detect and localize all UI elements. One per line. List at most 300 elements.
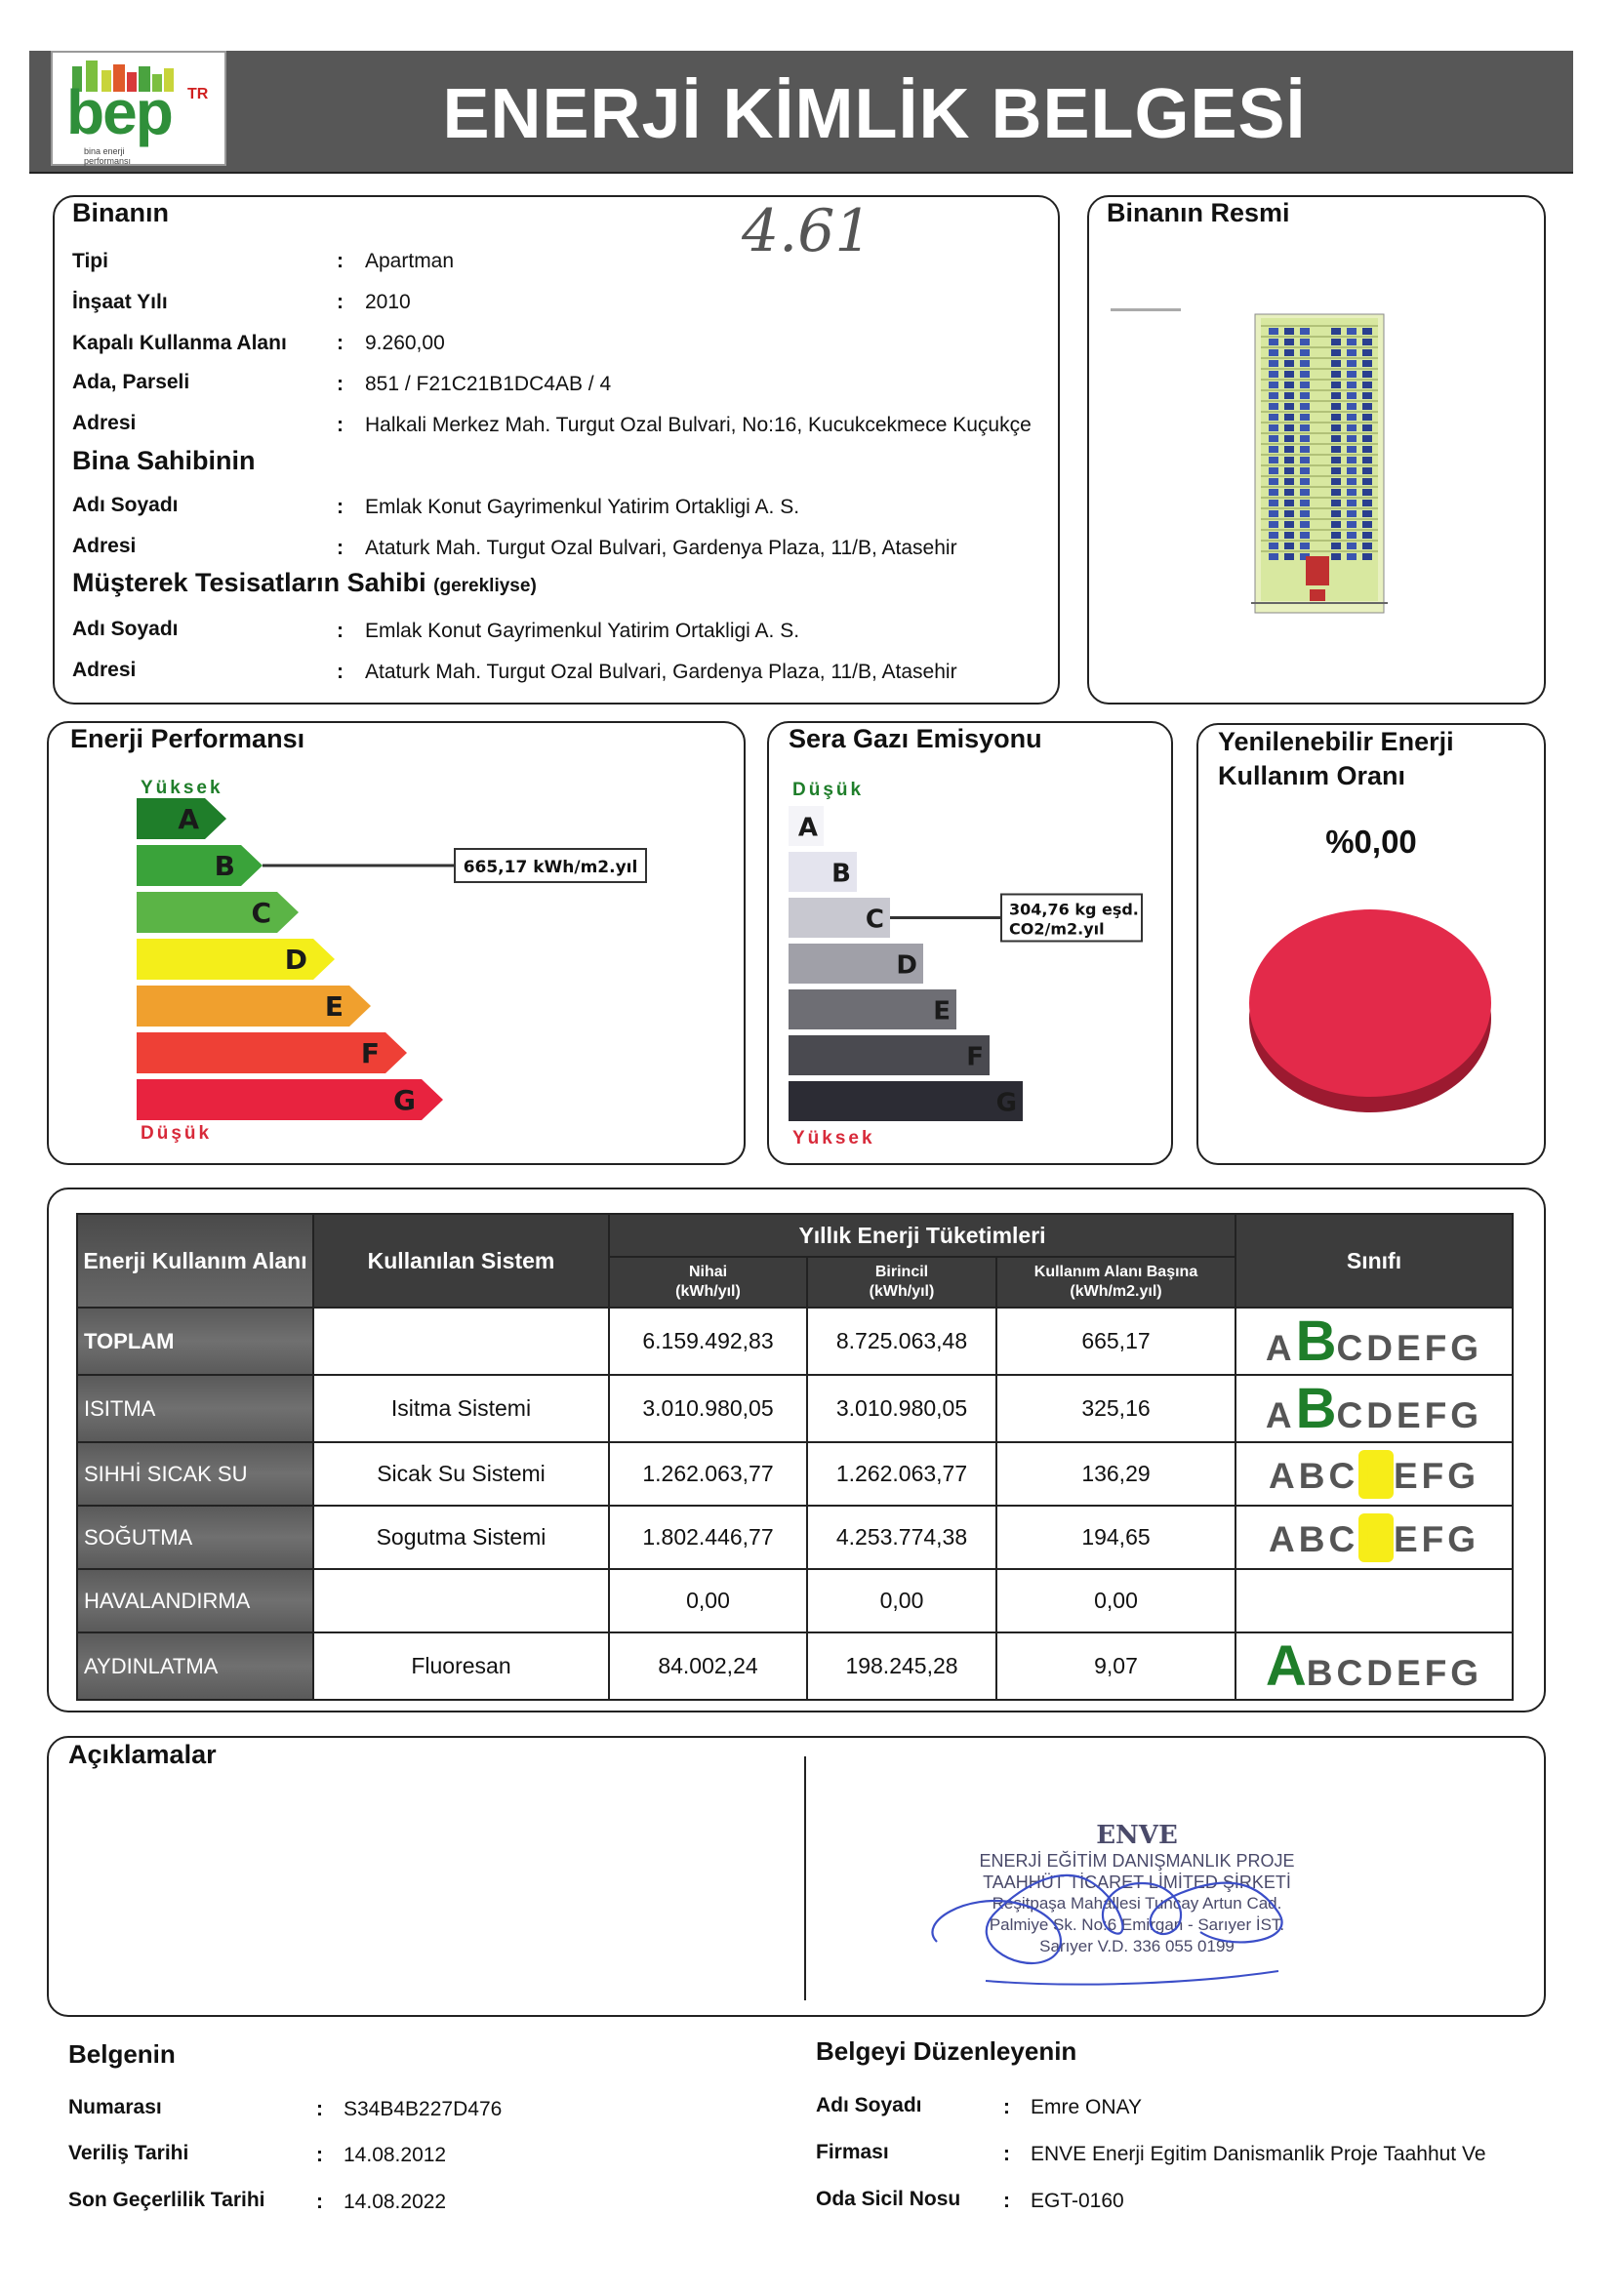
colon: : xyxy=(337,414,344,436)
signature-icon xyxy=(908,1825,1317,2000)
window-icon xyxy=(1284,328,1294,335)
cell-per-area: 0,00 xyxy=(996,1569,1235,1632)
window-icon xyxy=(1300,371,1310,378)
cell-primary: 8.725.063,48 xyxy=(807,1308,996,1375)
cell-primary: 0,00 xyxy=(807,1569,996,1632)
window-icon xyxy=(1347,510,1357,517)
window-icon xyxy=(1347,467,1357,474)
emission-class-bar-g xyxy=(789,1081,1023,1121)
window-icon xyxy=(1331,500,1341,506)
window-icon xyxy=(1300,478,1310,485)
colon: : xyxy=(337,537,344,559)
header-annual: Yıllık Enerji Tüketimleri xyxy=(609,1214,1235,1257)
header-primary: Birincil (kWh/yıl) xyxy=(807,1257,996,1308)
window-icon xyxy=(1284,382,1294,388)
stamp-name: ENVE xyxy=(1096,1821,1178,1850)
owner-address-value: Ataturk Mah. Turgut Ozal Bulvari, Gardenya Plaza, 11/B, Atasehir xyxy=(365,537,957,559)
window-icon xyxy=(1362,467,1372,474)
class-letter-e: E xyxy=(1397,1653,1425,1693)
emission-class-scale xyxy=(789,806,1163,1128)
window-icon xyxy=(1300,467,1310,474)
window-icon xyxy=(1269,349,1278,356)
emission-class-letter: E xyxy=(933,996,951,1027)
energy-class-letter: F xyxy=(360,1037,380,1069)
window-icon xyxy=(1300,349,1310,356)
class-rating-strip xyxy=(1236,1513,1512,1562)
stamp-line4: Palmiye Sk. No:6 Emirgan - Sarıyer İST. xyxy=(989,1915,1285,1934)
window-icon xyxy=(1347,553,1357,560)
cell-final: 84.002,24 xyxy=(609,1632,807,1700)
window-icon xyxy=(1284,521,1294,528)
colon: : xyxy=(337,250,344,272)
window-icon xyxy=(1300,521,1310,528)
shared-address-label: Adresi xyxy=(72,659,137,681)
cell-system: Fluoresan xyxy=(313,1632,609,1700)
window-icon xyxy=(1347,403,1357,410)
renewable-value: %0,00 xyxy=(1325,824,1417,860)
class-letter-c: C xyxy=(1336,1328,1367,1368)
renewable-title-line2: Kullanım Oranı xyxy=(1218,761,1406,790)
class-letter-f: F xyxy=(1421,1518,1448,1559)
window-icon xyxy=(1269,532,1278,539)
owner-name-label: Adı Soyadı xyxy=(72,494,179,516)
window-icon xyxy=(1331,360,1341,367)
window-icon xyxy=(1331,532,1341,539)
window-icon xyxy=(1347,382,1357,388)
window-icon xyxy=(1331,457,1341,463)
window-icon xyxy=(1347,500,1357,506)
window-icon xyxy=(1284,510,1294,517)
window-icon xyxy=(1269,328,1278,335)
window-icon xyxy=(1347,457,1357,463)
cell-per-area: 325,16 xyxy=(996,1375,1235,1442)
issue-date-label: Veriliş Tarihi xyxy=(68,2142,189,2164)
parcel-label: Ada, Parseli xyxy=(72,371,190,393)
window-icon xyxy=(1284,543,1294,549)
class-rating-strip xyxy=(1236,1633,1512,1699)
class-letter-a: A xyxy=(1265,1328,1296,1368)
window-icon xyxy=(1269,392,1278,399)
window-icon xyxy=(1347,446,1357,453)
window-icon xyxy=(1362,457,1372,463)
window-icon xyxy=(1300,500,1310,506)
emissions-top-label: Düşük xyxy=(792,780,865,800)
window-icon xyxy=(1300,339,1310,345)
class-letter-c: C xyxy=(1328,1455,1359,1496)
cell-class xyxy=(1235,1632,1513,1700)
class-letter-d: D xyxy=(1366,1328,1397,1368)
window-icon xyxy=(1362,328,1372,335)
class-letter-a: A xyxy=(1268,1518,1299,1559)
window-icon xyxy=(1300,382,1310,388)
cell-system: Sicak Su Sistemi xyxy=(313,1442,609,1506)
window-icon xyxy=(1331,382,1341,388)
window-icon xyxy=(1269,339,1278,345)
window-icon xyxy=(1284,457,1294,463)
window-icon xyxy=(1362,339,1372,345)
certificate-title: Belgenin xyxy=(68,2039,176,2069)
window-icon xyxy=(1362,435,1372,442)
window-icon xyxy=(1284,392,1294,399)
header-system: Kullanılan Sistem xyxy=(313,1214,609,1308)
class-letter-e: E xyxy=(1393,1518,1422,1559)
building-section-title: Binanın xyxy=(72,198,169,227)
window-icon xyxy=(1331,349,1341,356)
class-letter-c: C xyxy=(1328,1518,1359,1559)
picture-caption xyxy=(1111,308,1181,311)
window-icon xyxy=(1300,510,1310,517)
header-banner xyxy=(29,51,1573,172)
window-icon xyxy=(1284,435,1294,442)
colon: : xyxy=(1003,2190,1010,2212)
window-icon xyxy=(1284,478,1294,485)
window-icon xyxy=(1300,328,1310,335)
window-icon xyxy=(1362,424,1372,431)
cell-per-area: 9,07 xyxy=(996,1632,1235,1700)
parcel-value: 851 / F21C21B1DC4AB / 4 xyxy=(365,373,612,395)
pie-slice xyxy=(1249,909,1491,1097)
energy-class-letter: E xyxy=(324,990,344,1023)
window-icon xyxy=(1362,392,1372,399)
window-icon xyxy=(1300,446,1310,453)
class-letter-b: B xyxy=(1295,1309,1337,1373)
class-letter-c: C xyxy=(1336,1653,1367,1693)
emission-class-letter: D xyxy=(896,950,917,981)
issuer-name-value: Emre ONAY xyxy=(1031,2096,1142,2118)
window-icon xyxy=(1331,489,1341,496)
class-letter-a: A xyxy=(1265,1395,1296,1435)
window-icon xyxy=(1284,532,1294,539)
logo-text: bep xyxy=(66,77,172,147)
address-value: Halkali Merkez Mah. Turgut Ozal Bulvari, No:16, Kucukcekmece Kuçukçe xyxy=(365,414,1032,436)
cell-final: 6.159.492,83 xyxy=(609,1308,807,1375)
window-icon xyxy=(1331,510,1341,517)
window-icon xyxy=(1331,478,1341,485)
issue-date-value: 14.08.2012 xyxy=(344,2144,447,2166)
window-icon xyxy=(1269,553,1278,560)
energy-class-letter: B xyxy=(214,850,235,882)
colon: : xyxy=(337,496,344,518)
class-letter-a: A xyxy=(1268,1455,1299,1496)
table-row xyxy=(77,1375,1513,1442)
window-icon xyxy=(1300,392,1310,399)
window-icon xyxy=(1331,521,1341,528)
header-final: Nihai (kWh/yıl) xyxy=(609,1257,807,1308)
colon: : xyxy=(316,2144,323,2166)
colon: : xyxy=(316,2098,323,2120)
issuer-registry-label: Oda Sicil Nosu xyxy=(816,2188,961,2210)
window-icon xyxy=(1300,532,1310,539)
energy-class-bar-b xyxy=(137,845,263,886)
window-icon xyxy=(1269,489,1278,496)
cell-area: TOPLAM xyxy=(77,1308,313,1375)
window-icon xyxy=(1331,371,1341,378)
window-icon xyxy=(1362,414,1372,421)
window-icon xyxy=(1331,435,1341,442)
window-icon xyxy=(1284,446,1294,453)
window-icon xyxy=(1284,371,1294,378)
table-row xyxy=(77,1632,1513,1700)
table-row xyxy=(77,1308,1513,1375)
colon: : xyxy=(1003,2143,1010,2165)
window-icon xyxy=(1331,424,1341,431)
window-icon xyxy=(1331,446,1341,453)
window-icon xyxy=(1331,553,1341,560)
window-icon xyxy=(1347,371,1357,378)
emission-class-bar-e xyxy=(789,989,956,1029)
expiry-date-label: Son Geçerlilik Tarihi xyxy=(68,2189,265,2211)
type-label: Tipi xyxy=(72,250,108,272)
window-icon xyxy=(1331,339,1341,345)
class-letter-d: D xyxy=(1358,1512,1394,1561)
shared-owner-note: (gerekliyse) xyxy=(433,576,537,596)
window-icon xyxy=(1300,543,1310,549)
cell-system xyxy=(313,1569,609,1632)
renewable-title xyxy=(1218,725,1454,793)
energy-class-letter: A xyxy=(178,803,199,835)
cell-final: 1.802.446,77 xyxy=(609,1506,807,1569)
window-icon xyxy=(1284,349,1294,356)
class-letter-g: G xyxy=(1450,1653,1483,1693)
cell-area: ISITMA xyxy=(77,1375,313,1442)
window-icon xyxy=(1347,360,1357,367)
window-icon xyxy=(1362,543,1372,549)
window-icon xyxy=(1362,403,1372,410)
window-icon xyxy=(1269,521,1278,528)
class-letter-c: C xyxy=(1336,1395,1367,1435)
cell-class xyxy=(1235,1308,1513,1375)
window-icon xyxy=(1269,403,1278,410)
class-letter-e: E xyxy=(1397,1395,1425,1435)
window-icon xyxy=(1347,521,1357,528)
energy-class-letter: C xyxy=(251,897,271,929)
window-icon xyxy=(1300,457,1310,463)
emission-class-bar-f xyxy=(789,1035,990,1075)
window-icon xyxy=(1362,349,1372,356)
window-icon xyxy=(1331,403,1341,410)
class-letter-g: G xyxy=(1450,1395,1483,1435)
energy-class-bar-c xyxy=(137,892,299,933)
issuer-company-label: Firması xyxy=(816,2141,889,2163)
emission-class-letter: G xyxy=(995,1088,1017,1118)
renewable-title-line1: Yenilenebilir Enerji xyxy=(1218,727,1454,756)
stamp-line2: TAAHHÜT TİCARET LİMİTED ŞİRKETİ xyxy=(983,1873,1291,1892)
window-icon xyxy=(1331,328,1341,335)
issuer-registry-value: EGT-0160 xyxy=(1031,2190,1124,2212)
certificate-number-value: S34B4B227D476 xyxy=(344,2098,503,2120)
window-icon xyxy=(1269,360,1278,367)
stamp-line3: Reşitpaşa Mahallesi Tuncay Artun Cad. xyxy=(992,1894,1282,1913)
building-elevation-drawing xyxy=(1251,312,1388,615)
window-icon xyxy=(1284,339,1294,345)
closed-area-label: Kapalı Kullanma Alanı xyxy=(72,332,287,354)
window-icon xyxy=(1300,360,1310,367)
window-icon xyxy=(1269,500,1278,506)
class-letter-f: F xyxy=(1424,1328,1451,1368)
cell-primary: 4.253.774,38 xyxy=(807,1506,996,1569)
window-icon xyxy=(1284,489,1294,496)
window-icon xyxy=(1347,328,1357,335)
window-icon xyxy=(1347,435,1357,442)
window-icon xyxy=(1347,414,1357,421)
construction-year-value: 2010 xyxy=(365,291,411,313)
type-value: Apartman xyxy=(365,250,455,272)
emission-class-letter: B xyxy=(831,859,851,889)
window-icon xyxy=(1362,521,1372,528)
window-icon xyxy=(1300,435,1310,442)
window-icon xyxy=(1362,371,1372,378)
window-icon xyxy=(1269,510,1278,517)
address-label: Adresi xyxy=(72,412,137,434)
window-icon xyxy=(1269,446,1278,453)
class-rating-strip xyxy=(1236,1376,1512,1441)
header-rule xyxy=(29,172,1573,174)
class-letter-b: B xyxy=(1306,1653,1337,1693)
class-letter-a: A xyxy=(1265,1634,1307,1698)
window-icon xyxy=(1362,478,1372,485)
emissions-bottom-label: Yüksek xyxy=(792,1128,875,1148)
window-icon xyxy=(1331,392,1341,399)
cell-area: SOĞUTMA xyxy=(77,1506,313,1569)
cell-per-area: 665,17 xyxy=(996,1308,1235,1375)
energy-class-scale xyxy=(137,798,664,1130)
window-icon xyxy=(1284,414,1294,421)
window-icon xyxy=(1269,467,1278,474)
handwritten-note: 4.61 xyxy=(742,197,872,265)
window-icon xyxy=(1347,489,1357,496)
window-icon xyxy=(1362,382,1372,388)
energy-bottom-label: Düşük xyxy=(141,1123,213,1144)
owner-name-value: Emlak Konut Gayrimenkul Yatirim Ortakligi A. S. xyxy=(365,496,800,518)
class-letter-g: G xyxy=(1450,1328,1483,1368)
document-title: ENERJİ KİMLİK BELGESİ xyxy=(442,75,1307,153)
window-icon xyxy=(1269,414,1278,421)
energy-top-label: Yüksek xyxy=(141,778,223,798)
renewable-pie-chart xyxy=(1243,898,1497,1122)
window-icon xyxy=(1269,543,1278,549)
window-icon xyxy=(1269,382,1278,388)
window-icon xyxy=(1347,478,1357,485)
cell-system: Sogutma Sistemi xyxy=(313,1506,609,1569)
colon: : xyxy=(337,661,344,683)
colon: : xyxy=(337,373,344,395)
header-class: Sınıfı xyxy=(1235,1214,1513,1308)
emission-value-line1: 304,76 kg eşd. xyxy=(1009,900,1139,919)
colon: : xyxy=(1003,2096,1010,2118)
window-icon xyxy=(1347,424,1357,431)
window-icon xyxy=(1331,414,1341,421)
emission-class-letter: C xyxy=(865,905,884,935)
emissions-title: Sera Gazı Emisyonu xyxy=(789,724,1042,753)
window-icon xyxy=(1347,349,1357,356)
cell-area: AYDINLATMA xyxy=(77,1632,313,1700)
shared-name-value: Emlak Konut Gayrimenkul Yatirim Ortakligi A. S. xyxy=(365,620,800,642)
cell-area: HAVALANDIRMA xyxy=(77,1569,313,1632)
emission-class-letter: F xyxy=(966,1042,984,1072)
colon: : xyxy=(337,291,344,313)
class-rating-strip xyxy=(1236,1309,1512,1374)
cell-per-area: 194,65 xyxy=(996,1506,1235,1569)
class-letter-f: F xyxy=(1424,1395,1451,1435)
table-row xyxy=(77,1506,1513,1569)
emission-value-line2: CO2/m2.yıl xyxy=(1009,919,1105,939)
cell-final: 0,00 xyxy=(609,1569,807,1632)
cell-area: SIHHİ SICAK SU xyxy=(77,1442,313,1506)
class-letter-b: B xyxy=(1295,1377,1337,1440)
owner-section-title: Bina Sahibinin xyxy=(72,446,256,475)
window-icon xyxy=(1347,532,1357,539)
closed-area-value: 9.260,00 xyxy=(365,332,445,354)
class-letter-f: F xyxy=(1421,1455,1448,1496)
colon: : xyxy=(316,2191,323,2213)
shared-owner-title: Müşterek Tesisatların Sahibi (gerekliyse) xyxy=(72,568,537,597)
window-icon xyxy=(1284,500,1294,506)
window-icon xyxy=(1347,392,1357,399)
stamp-line1: ENERJİ EĞİTİM DANIŞMANLIK PROJE xyxy=(979,1851,1295,1871)
window-icon xyxy=(1284,403,1294,410)
energy-class-letter: G xyxy=(393,1084,416,1116)
window-icon xyxy=(1269,371,1278,378)
window-icon xyxy=(1347,339,1357,345)
window-icon xyxy=(1362,360,1372,367)
issuer-title: Belgeyi Düzenleyenin xyxy=(816,2036,1077,2066)
window-icon xyxy=(1284,424,1294,431)
window-icon xyxy=(1331,467,1341,474)
cell-class xyxy=(1235,1375,1513,1442)
colon: : xyxy=(337,620,344,642)
window-icon xyxy=(1362,489,1372,496)
cell-class xyxy=(1235,1442,1513,1506)
window-icon xyxy=(1284,360,1294,367)
class-rating-strip xyxy=(1236,1450,1512,1499)
energy-performance-title: Enerji Performansı xyxy=(70,724,305,753)
class-letter-d: D xyxy=(1366,1395,1397,1435)
logo-tr: TR xyxy=(187,86,209,102)
class-letter-b: B xyxy=(1298,1518,1329,1559)
issuer-name-label: Adı Soyadı xyxy=(816,2094,922,2116)
window-icon xyxy=(1347,543,1357,549)
window-icon xyxy=(1331,543,1341,549)
window-icon xyxy=(1362,500,1372,506)
cell-class xyxy=(1235,1506,1513,1569)
table-row xyxy=(77,1442,1513,1506)
shared-address-value: Ataturk Mah. Turgut Ozal Bulvari, Gardenya Plaza, 11/B, Atasehir xyxy=(365,661,957,683)
logo-subtext: bina enerji performansı xyxy=(84,146,132,166)
table-row xyxy=(77,1569,1513,1632)
window-icon xyxy=(1300,403,1310,410)
header-area: Enerji Kullanım Alanı xyxy=(77,1214,313,1308)
window-icon xyxy=(1269,457,1278,463)
class-letter-g: G xyxy=(1447,1518,1480,1559)
window-icon xyxy=(1269,478,1278,485)
issuer-company-value: ENVE Enerji Egitim Danismanlik Proje Taahhut Ve xyxy=(1031,2143,1486,2165)
owner-address-label: Adresi xyxy=(72,535,137,557)
construction-year-label: İnşaat Yılı xyxy=(72,291,168,313)
colon: : xyxy=(337,332,344,354)
cell-final: 3.010.980,05 xyxy=(609,1375,807,1442)
class-letter-e: E xyxy=(1397,1328,1425,1368)
emission-class-letter: A xyxy=(797,813,818,843)
cell-class xyxy=(1235,1569,1513,1632)
class-letter-d: D xyxy=(1358,1449,1394,1498)
cell-system: Isitma Sistemi xyxy=(313,1375,609,1442)
cell-primary: 1.262.063,77 xyxy=(807,1442,996,1506)
remarks-title: Açıklamalar xyxy=(68,1740,217,1769)
window-icon xyxy=(1300,414,1310,421)
window-icon xyxy=(1362,446,1372,453)
window-icon xyxy=(1362,510,1372,517)
window-icon xyxy=(1269,435,1278,442)
